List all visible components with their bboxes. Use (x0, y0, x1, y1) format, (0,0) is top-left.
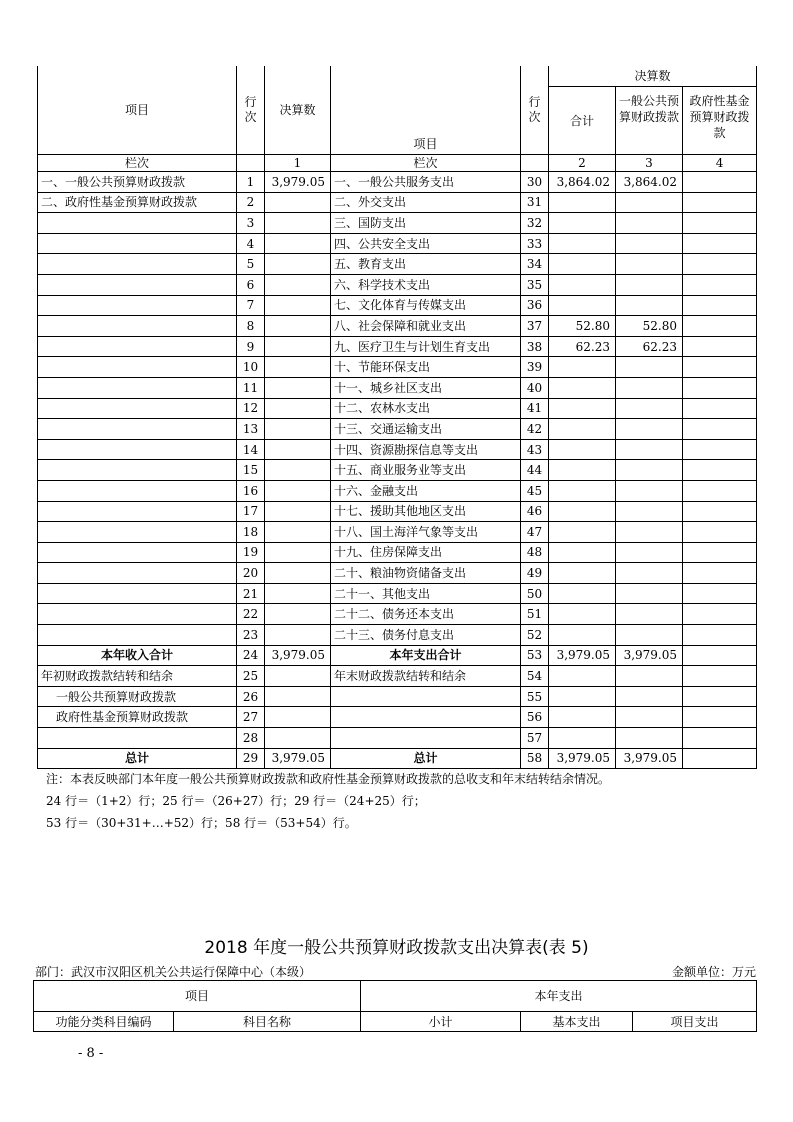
row-no-2: 46 (521, 501, 549, 522)
row-expense-general (616, 686, 683, 707)
row-expense-general (616, 542, 683, 563)
table-row (38, 357, 757, 378)
row-income-amount (265, 192, 331, 213)
lanci-label: 栏次 (38, 155, 237, 172)
row-expense-fund (683, 213, 757, 234)
row-expense-fund (683, 542, 757, 563)
row-income-amount (265, 728, 331, 749)
t5-header-project: 项目 (34, 981, 361, 1012)
row-income-item (38, 254, 237, 275)
header-general-budget: 一般公共预算财政拨款 (616, 87, 683, 155)
row-no-2: 53 (521, 645, 549, 666)
row-income-item: 政府性基金预算财政拨款 (38, 707, 237, 728)
table5-title: 2018 年度一般公共预算财政拨款支出决算表(表 5) (204, 938, 589, 958)
row-expense-item: 十七、援助其他地区支出 (331, 501, 521, 522)
row-income-item (38, 460, 237, 481)
row-expense-item: 一、一般公共服务支出 (331, 172, 521, 193)
row-income-amount (265, 501, 331, 522)
table-row (38, 604, 757, 625)
row-expense-total (549, 542, 616, 563)
row-expense-fund (683, 583, 757, 604)
row-no: 26 (237, 686, 265, 707)
row-expense-total (549, 460, 616, 481)
row-expense-general (616, 666, 683, 687)
row-no-2: 56 (521, 707, 549, 728)
row-income-amount (265, 316, 331, 337)
row-no: 29 (237, 748, 265, 769)
row-expense-fund (683, 501, 757, 522)
row-income-amount (265, 563, 331, 584)
row-expense-item: 十四、资源勘探信息等支出 (331, 439, 521, 460)
row-no: 16 (237, 480, 265, 501)
row-income-item (38, 336, 237, 357)
lanci-empty-2 (521, 155, 549, 172)
row-income-amount (265, 707, 331, 728)
row-expense-total (549, 439, 616, 460)
row-no: 13 (237, 419, 265, 440)
row-income-item (38, 398, 237, 419)
table-row (38, 233, 757, 254)
table-row (38, 625, 757, 646)
t5-header-subject-name: 科目名称 (174, 1012, 361, 1032)
row-no-2: 58 (521, 748, 549, 769)
table-row (38, 213, 757, 234)
row-income-item (38, 439, 237, 460)
row-no: 19 (237, 542, 265, 563)
row-income-amount (265, 583, 331, 604)
header-settlement: 决算数 (265, 66, 331, 155)
row-no: 3 (237, 213, 265, 234)
header-project: 项目 (38, 66, 237, 155)
row-expense-general (616, 707, 683, 728)
row-income-item (38, 604, 237, 625)
row-income-item (38, 501, 237, 522)
row-no-2: 41 (521, 398, 549, 419)
row-expense-total (549, 274, 616, 295)
row-income-amount (265, 480, 331, 501)
row-income-amount (265, 274, 331, 295)
row-expense-item: 十一、城乡社区支出 (331, 377, 521, 398)
row-income-amount (265, 233, 331, 254)
row-expense-item: 八、社会保障和就业支出 (331, 316, 521, 337)
row-expense-fund (683, 233, 757, 254)
row-expense-fund (683, 336, 757, 357)
row-expense-total: 52.80 (549, 316, 616, 337)
row-expense-item: 十九、住房保障支出 (331, 542, 521, 563)
row-expense-item: 十、节能环保支出 (331, 357, 521, 378)
row-expense-general (616, 377, 683, 398)
row-income-amount: 3,979.05 (265, 645, 331, 666)
row-expense-item: 七、文化体育与传媒支出 (331, 295, 521, 316)
table-row (38, 192, 757, 213)
row-expense-fund (683, 172, 757, 193)
row-expense-total (549, 192, 616, 213)
row-income-amount (265, 625, 331, 646)
row-expense-general (616, 563, 683, 584)
row-income-amount (265, 357, 331, 378)
row-income-item (38, 522, 237, 543)
lanci-col-3: 3 (616, 155, 683, 172)
row-expense-fund (683, 480, 757, 501)
row-expense-fund (683, 625, 757, 646)
row-no-2: 40 (521, 377, 549, 398)
table-row (38, 377, 757, 398)
row-expense-item (331, 686, 521, 707)
row-expense-total (549, 728, 616, 749)
table-row (38, 501, 757, 522)
row-income-amount (265, 522, 331, 543)
row-no: 11 (237, 377, 265, 398)
row-no-2: 55 (521, 686, 549, 707)
table-row (38, 748, 757, 769)
row-expense-fund (683, 316, 757, 337)
row-expense-item: 二十、粮油物资储备支出 (331, 563, 521, 584)
row-no: 2 (237, 192, 265, 213)
row-income-amount (265, 686, 331, 707)
row-income-item: 二、政府性基金预算财政拨款 (38, 192, 237, 213)
row-expense-general (616, 480, 683, 501)
row-expense-total: 3,979.05 (549, 645, 616, 666)
row-no-2: 31 (521, 192, 549, 213)
row-expense-general (616, 460, 683, 481)
row-no-2: 30 (521, 172, 549, 193)
table-row (38, 728, 757, 749)
row-expense-item: 五、教育支出 (331, 254, 521, 275)
row-expense-general: 3,979.05 (616, 645, 683, 666)
row-expense-total (549, 625, 616, 646)
row-expense-general (616, 233, 683, 254)
row-expense-fund (683, 398, 757, 419)
row-expense-total (549, 419, 616, 440)
t5-header-project-exp: 项目支出 (633, 1012, 757, 1032)
row-expense-fund (683, 563, 757, 584)
row-no-2: 34 (521, 254, 549, 275)
row-no-2: 33 (521, 233, 549, 254)
table-row (38, 316, 757, 337)
row-expense-general: 3,864.02 (616, 172, 683, 193)
row-income-amount (265, 295, 331, 316)
row-expense-item: 二十三、债务付息支出 (331, 625, 521, 646)
row-no-2: 51 (521, 604, 549, 625)
table-row (38, 419, 757, 440)
row-no-2: 45 (521, 480, 549, 501)
row-expense-total (549, 604, 616, 625)
row-income-item (38, 625, 237, 646)
row-income-amount (265, 542, 331, 563)
table-row (38, 295, 757, 316)
table-row (38, 336, 757, 357)
row-expense-item: 本年支出合计 (331, 645, 521, 666)
note-line-3: 53 行＝（30+31+…+52）行；58 行＝（53+54）行。 (46, 816, 357, 830)
row-income-amount: 3,979.05 (265, 172, 331, 193)
row-expense-general: 3,979.05 (616, 748, 683, 769)
row-income-item: 年初财政拨款结转和结余 (38, 666, 237, 687)
amount-unit-label: 金额单位：万元 (671, 965, 756, 979)
row-no-2: 49 (521, 563, 549, 584)
table-row (38, 542, 757, 563)
row-expense-fund (683, 192, 757, 213)
row-expense-total (549, 254, 616, 275)
t5-header-current-year: 本年支出 (361, 981, 757, 1012)
row-expense-general (616, 274, 683, 295)
row-no: 18 (237, 522, 265, 543)
row-no: 4 (237, 233, 265, 254)
row-expense-general (616, 295, 683, 316)
row-expense-general (616, 522, 683, 543)
row-expense-total (549, 398, 616, 419)
t5-header-func-code: 功能分类科目编码 (34, 1012, 174, 1032)
row-expense-item: 十二、农林水支出 (331, 398, 521, 419)
lanci-col-1: 1 (265, 155, 331, 172)
row-expense-total: 62.23 (549, 336, 616, 357)
row-income-item (38, 213, 237, 234)
row-no: 15 (237, 460, 265, 481)
table-row (38, 460, 757, 481)
row-expense-general (616, 419, 683, 440)
row-income-amount (265, 336, 331, 357)
table-row (38, 645, 757, 666)
row-income-item (38, 357, 237, 378)
row-expense-fund (683, 728, 757, 749)
row-expense-item (331, 707, 521, 728)
row-income-amount (265, 419, 331, 440)
department-label: 部门：武汉市汉阳区机关公共运行保障中心（本级） (35, 965, 312, 979)
row-income-item (38, 274, 237, 295)
table-row (38, 522, 757, 543)
row-income-item (38, 316, 237, 337)
row-no: 7 (237, 295, 265, 316)
row-expense-general (616, 254, 683, 275)
row-expense-general: 52.80 (616, 316, 683, 337)
row-no: 28 (237, 728, 265, 749)
row-no-2: 57 (521, 728, 549, 749)
row-expense-fund (683, 604, 757, 625)
row-no: 21 (237, 583, 265, 604)
row-income-item (38, 233, 237, 254)
row-expense-general (616, 357, 683, 378)
row-expense-item: 二十二、债务还本支出 (331, 604, 521, 625)
row-no: 20 (237, 563, 265, 584)
row-expense-total (549, 583, 616, 604)
row-expense-general (616, 728, 683, 749)
lanci-label-2: 栏次 (331, 155, 521, 172)
table-row (38, 686, 757, 707)
table-row (38, 398, 757, 419)
row-no: 14 (237, 439, 265, 460)
row-expense-fund (683, 522, 757, 543)
table-row (38, 583, 757, 604)
row-expense-item: 年末财政拨款结转和结余 (331, 666, 521, 687)
row-expense-general: 62.23 (616, 336, 683, 357)
row-income-amount (265, 213, 331, 234)
row-expense-general (616, 583, 683, 604)
header-project-2: 项目 (331, 66, 521, 155)
row-no-2: 52 (521, 625, 549, 646)
table-row (38, 439, 757, 460)
row-income-item (38, 377, 237, 398)
note-line-2: 24 行＝（1+2）行；25 行＝（26+27）行；29 行＝（24+25）行； (46, 794, 426, 808)
row-expense-fund (683, 377, 757, 398)
row-expense-item: 四、公共安全支出 (331, 233, 521, 254)
row-no: 8 (237, 316, 265, 337)
row-no-2: 43 (521, 439, 549, 460)
page-number: - 8 - (78, 1046, 104, 1061)
row-no-2: 47 (521, 522, 549, 543)
row-expense-item: 十八、国土海洋气象等支出 (331, 522, 521, 543)
row-expense-item: 十五、商业服务业等支出 (331, 460, 521, 481)
row-expense-fund (683, 645, 757, 666)
row-expense-total (549, 213, 616, 234)
row-income-item: 本年收入合计 (38, 645, 237, 666)
row-expense-total: 3,864.02 (549, 172, 616, 193)
header-gov-fund: 政府性基金预算财政拨款 (683, 87, 757, 155)
row-expense-fund (683, 439, 757, 460)
general-budget-expenditure-table (33, 980, 757, 1032)
row-income-item: 一般公共预算财政拨款 (38, 686, 237, 707)
row-income-item (38, 542, 237, 563)
row-expense-total (549, 480, 616, 501)
row-expense-total (549, 233, 616, 254)
row-expense-total (549, 522, 616, 543)
row-expense-item: 十六、金融支出 (331, 480, 521, 501)
row-no-2: 32 (521, 213, 549, 234)
row-expense-item: 二、外交支出 (331, 192, 521, 213)
row-expense-fund (683, 419, 757, 440)
header-settlement-group: 决算数 (549, 66, 757, 87)
row-no: 1 (237, 172, 265, 193)
row-no: 9 (237, 336, 265, 357)
row-no: 10 (237, 357, 265, 378)
row-income-amount (265, 460, 331, 481)
row-income-amount (265, 254, 331, 275)
row-income-item (38, 419, 237, 440)
lanci-col-4: 4 (683, 155, 757, 172)
row-expense-fund (683, 357, 757, 378)
row-no-2: 36 (521, 295, 549, 316)
table-row (38, 480, 757, 501)
row-expense-general (616, 439, 683, 460)
row-expense-general (616, 625, 683, 646)
row-expense-item: 总计 (331, 748, 521, 769)
table-row (38, 172, 757, 193)
header-row-no: 行次 (237, 66, 265, 155)
lanci-col-2: 2 (549, 155, 616, 172)
note-line-1: 注：本表反映部门本年度一般公共预算财政拨款和政府性基金预算财政拨款的总收支和年末结转结余情况。 (46, 772, 611, 786)
row-no: 22 (237, 604, 265, 625)
row-expense-item (331, 728, 521, 749)
row-expense-fund (683, 748, 757, 769)
row-income-item (38, 583, 237, 604)
row-no: 25 (237, 666, 265, 687)
table-row (38, 563, 757, 584)
row-expense-item: 六、科学技术支出 (331, 274, 521, 295)
table-row (38, 274, 757, 295)
row-no: 5 (237, 254, 265, 275)
row-expense-fund (683, 666, 757, 687)
row-no: 12 (237, 398, 265, 419)
row-expense-total (549, 686, 616, 707)
row-income-item: 总计 (38, 748, 237, 769)
row-income-item (38, 480, 237, 501)
row-expense-item: 二十一、其他支出 (331, 583, 521, 604)
row-no: 6 (237, 274, 265, 295)
row-no: 24 (237, 645, 265, 666)
row-no-2: 50 (521, 583, 549, 604)
row-no-2: 39 (521, 357, 549, 378)
row-expense-item: 十三、交通运输支出 (331, 419, 521, 440)
row-expense-total (549, 501, 616, 522)
row-expense-fund (683, 707, 757, 728)
row-expense-total: 3,979.05 (549, 748, 616, 769)
row-expense-total (549, 357, 616, 378)
table-row (38, 707, 757, 728)
row-expense-total (549, 377, 616, 398)
row-no-2: 42 (521, 419, 549, 440)
lanci-empty (237, 155, 265, 172)
row-no-2: 54 (521, 666, 549, 687)
row-expense-fund (683, 295, 757, 316)
row-income-amount (265, 666, 331, 687)
row-income-amount: 3,979.05 (265, 748, 331, 769)
row-no: 17 (237, 501, 265, 522)
header-row-no-2: 行次 (521, 66, 549, 155)
row-income-amount (265, 398, 331, 419)
row-expense-general (616, 192, 683, 213)
row-no-2: 35 (521, 274, 549, 295)
row-income-amount (265, 439, 331, 460)
row-expense-total (549, 295, 616, 316)
row-expense-fund (683, 254, 757, 275)
row-expense-general (616, 398, 683, 419)
row-income-item (38, 728, 237, 749)
row-expense-total (549, 563, 616, 584)
header-total: 合计 (549, 87, 616, 155)
row-income-item (38, 295, 237, 316)
row-expense-general (616, 604, 683, 625)
row-expense-fund (683, 460, 757, 481)
row-expense-general (616, 213, 683, 234)
row-no-2: 44 (521, 460, 549, 481)
row-no: 23 (237, 625, 265, 646)
row-expense-general (616, 501, 683, 522)
row-expense-fund (683, 274, 757, 295)
row-income-item: 一、一般公共预算财政拨款 (38, 172, 237, 193)
row-income-amount (265, 604, 331, 625)
t5-header-basic: 基本支出 (521, 1012, 633, 1032)
row-income-amount (265, 377, 331, 398)
row-no-2: 37 (521, 316, 549, 337)
row-expense-total (549, 666, 616, 687)
row-no-2: 48 (521, 542, 549, 563)
row-expense-item: 三、国防支出 (331, 213, 521, 234)
row-expense-total (549, 707, 616, 728)
final-accounts-summary-table (37, 66, 757, 769)
row-expense-fund (683, 686, 757, 707)
row-expense-item: 九、医疗卫生与计划生育支出 (331, 336, 521, 357)
table-row (38, 254, 757, 275)
table-row (38, 666, 757, 687)
row-income-item (38, 563, 237, 584)
row-no: 27 (237, 707, 265, 728)
t5-header-subtotal: 小计 (361, 1012, 521, 1032)
row-no-2: 38 (521, 336, 549, 357)
